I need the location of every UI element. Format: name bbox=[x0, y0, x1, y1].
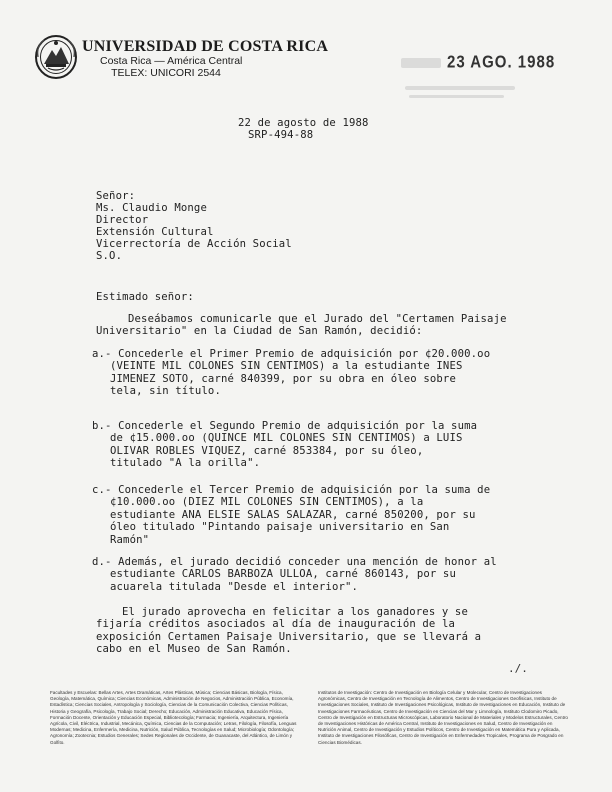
closing-line: fijaría créditos asociados al día de inauguración de la bbox=[96, 618, 456, 631]
item-line: Ramón" bbox=[110, 533, 150, 546]
letter-date: 22 de agosto de 1988 bbox=[238, 117, 369, 129]
recipient-line: Extensión Cultural bbox=[96, 226, 214, 238]
item-line: OLIVAR ROBLES VIQUEZ, carné 853384, por su óleo, bbox=[110, 444, 424, 457]
received-stamp bbox=[395, 50, 570, 108]
university-seal-icon bbox=[34, 34, 78, 80]
closing-paragraph bbox=[96, 606, 481, 656]
item-line: de ¢15.000.oo (QUINCE MIL COLONES SIN CENTIMOS) a LUIS bbox=[110, 432, 463, 445]
item-line: tela, sin título. bbox=[110, 385, 221, 398]
item-line: óleo titulado "Pintando paisaje universitario en San bbox=[110, 521, 450, 534]
item-marker: c.- bbox=[92, 484, 112, 496]
closing-line: cabo en el Museo de San Ramón. bbox=[96, 643, 292, 656]
institution-country: Costa Rica — América Central bbox=[100, 55, 243, 67]
item-line: ¢10.000.oo (DIEZ MIL COLONES SIN CENTIMOS), a la bbox=[110, 496, 424, 509]
item-line: Concederle el Segundo Premio de adquisición por la suma bbox=[118, 420, 478, 432]
institution-telex: TELEX: UNICORI 2544 bbox=[111, 67, 221, 79]
intro-line: Deseábamos comunicarle que el Jurado del "Certamen Paisaje bbox=[128, 313, 507, 325]
intro-line: Universitario" en la Ciudad de San Ramón, decidió: bbox=[96, 325, 423, 337]
letter-reference: SRP-494-88 bbox=[248, 129, 314, 141]
recipient-line: S.O. bbox=[96, 250, 123, 262]
received-stamp-date: 23 AGO. 1988 bbox=[447, 52, 556, 73]
item-line: JIMENEZ SOTO, carné 840399, por su obra en óleo sobre bbox=[110, 372, 456, 385]
item-line: acuarela titulada "Desde el interior". bbox=[110, 580, 359, 593]
item-marker: a.- bbox=[92, 348, 112, 360]
recipient-line: Vicerrectoría de Acción Social bbox=[96, 238, 292, 250]
item-marker: b.- bbox=[92, 420, 112, 432]
item-line: titulado "A la orilla". bbox=[110, 457, 261, 470]
award-item-b bbox=[92, 420, 477, 470]
footer-institutes: Institutos de Investigación: Centro de Investigación en Biología Celular y Molecular, Centro de Investigaciones Agronómicas, Centro de Investigación en Tecnología de Alimentos, Centro de Investigaciones Geofísicas, Instituto de Investigaciones Sociales, Instituto de Investigaciones Psicológicas, Instituto de Investigaciones en Educación, Instituto de Investigaciones Farmacéuticas, Centro de Investigación en Ciencias del Mar y Limnología, Instituto Clodomiro Picado, Centro de Investigación en Estructuras Microscópicas, Laboratorio Nacional de Materiales y Modelos Estructurales, Centro de Investigaciones Históricas de América Central, Instituto de Investigaciones en Salud, Centro de Investigación en Nutrición Animal, Centro de Investigación y Estudios Políticos, Centro de Investigación en Matemática Pura y Aplicada, Instituto de Investigaciones Filosóficas, Centro de Investigación en Enfermedades Tropicales, Programa de Posgrado en Ciencias Biomédicas. bbox=[318, 690, 568, 745]
end-mark: ./. bbox=[508, 662, 528, 675]
closing-line: El jurado aprovecha en felicitar a los ganadores y se bbox=[122, 606, 468, 618]
recipient-line: Director bbox=[96, 214, 149, 226]
recipient-line: Señor: bbox=[96, 190, 136, 202]
closing-line: exposición Certamen Paisaje Universitario, que se llevará a bbox=[96, 630, 482, 643]
salutation: Estimado señor: bbox=[96, 291, 194, 303]
award-item-a bbox=[92, 348, 490, 398]
item-line: (VEINTE MIL COLONES SIN CENTIMOS) a la estudiante INES bbox=[110, 360, 463, 373]
institution-name: UNIVERSIDAD DE COSTA RICA bbox=[82, 38, 329, 55]
item-line: estudiante CARLOS BARBOZA ULLOA, carné 860143, por su bbox=[110, 568, 456, 581]
item-marker: d.- bbox=[92, 556, 112, 568]
footer-faculties: Facultades y Escuelas: Bellas Artes, Artes Dramáticas, Artes Plásticas, Música; Ciencias Básicas, Biología, Física, Geología, Matemática, Química; Ciencias Económicas, Administración de Negocios, Administración Pública, Economía, Estadística; Ciencias Sociales, Antropología y Sociología, Ciencias de la Comunicación Colectiva, Ciencias Políticas, Historia y Geografía, Psicología, Trabajo Social; Derecho; Educación, Administración Educativa, Educación Física, Formación Docente, Orientación y Educación Especial, Bibliotecología; Farmacia; Ingeniería, Arquitectura, Ingeniería Agrícola, Civil, Eléctrica, Industrial, Mecánica, Química, Ciencias de la Computación; Letras, Filología, Filosofía, Lenguas Modernas; Medicina, Enfermería, Medicina, Nutrición, Salud Pública, Tecnologías en Salud; Microbiología; Odontología; Agronomía; Zootecnia; Estudios Generales; Sedes Regionales de Occidente, de Guanacaste, del Atlántico, de Limón y Golfito. bbox=[50, 690, 297, 745]
award-item-c bbox=[92, 484, 490, 546]
recipient-line: Ms. Claudio Monge bbox=[96, 202, 207, 214]
item-line: Concederle el Tercer Premio de adquisición por la suma de bbox=[118, 484, 491, 496]
item-line: Además, el jurado decidió conceder una mención de honor al bbox=[118, 556, 497, 568]
item-line: Concederle el Primer Premio de adquisición por ¢20.000.oo bbox=[118, 348, 491, 360]
award-item-d bbox=[92, 556, 497, 593]
item-line: estudiante ANA ELSIE SALAS SALAZAR, carné 850200, por su bbox=[110, 508, 476, 521]
letterhead-footer bbox=[50, 690, 570, 760]
